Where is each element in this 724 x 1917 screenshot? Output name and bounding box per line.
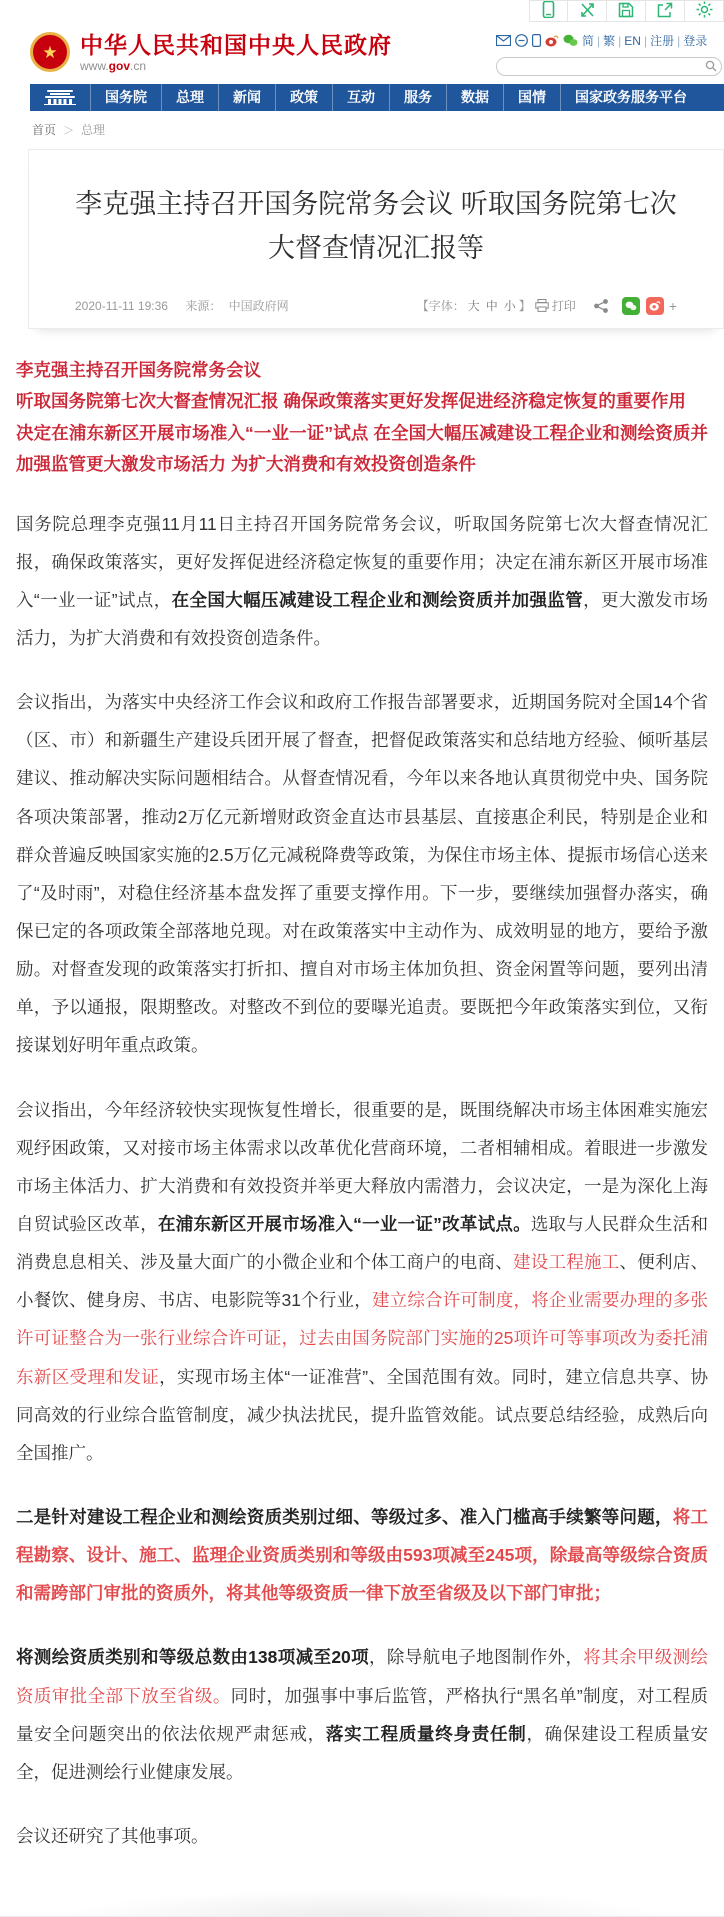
search-icon[interactable] bbox=[705, 59, 717, 77]
search-box bbox=[496, 56, 722, 76]
font-size-大[interactable]: 大 bbox=[467, 299, 480, 314]
article-header-card: 李克强主持召开国务院常务会议 听取国务院第七次大督查情况汇报等 2020-11-11 19:36 来源： 中国政府网 【字体： 大 中 小 】 打印 + bbox=[28, 149, 724, 329]
page-title: 李克强主持召开国务院常务会议 听取国务院第七次大督查情况汇报等 bbox=[75, 188, 677, 264]
external-link-icon[interactable] bbox=[646, 0, 685, 22]
breadcrumb-home[interactable]: 首页 bbox=[32, 122, 57, 137]
share-icon[interactable] bbox=[594, 299, 608, 313]
site-title: 中华人民共和国中央人民政府 bbox=[80, 31, 392, 58]
publish-date: 2020-11-11 19:36 bbox=[75, 299, 168, 314]
article-paragraph: 将测绘资质类别和等级总数由138项减至20项，除导航电子地图制作外，将其余甲级测绘资质审批全部下放至省级。同时，加强事中事后监管，严格执行“黑名单”制度，对工程质量安全问题突出的依法依规严肃惩戒，落实工程质量终身责任制，确保建设工程质量安全，促进测绘行业健康发展。 bbox=[16, 1647, 709, 1782]
breadcrumb-current: 总理 bbox=[81, 122, 106, 137]
article-paragraph: 二是针对建设工程企业和测绘资质类别过细、等级过多、准入门槛高手续繁等问题，将工程勘察、设计、施工、监理企业资质类别和等级由593项减至245项，除最高等级综合资质和需跨部门审批的资质外，将其他等级资质一律下放至省级及以下部门审批； bbox=[16, 1506, 708, 1604]
content-bottom-shadow bbox=[0, 1881, 724, 1917]
font-size-小[interactable]: 小 bbox=[503, 299, 516, 314]
comment-icon[interactable] bbox=[515, 34, 528, 47]
article-paragraph: 国务院总理李克强11月11日主持召开国务院常务会议，听取国务院第七次大督查情况汇报，确保政策落实，更好发挥促进经济稳定恢复的重要作用；决定在浦东新区开展市场准入“一业一证”试点，在全国大幅压减建设工程企业和测绘资质并加强监管，更大激发市场活力，为扩大消费和有效投资创造条件。 bbox=[16, 513, 709, 649]
article-meta: 2020-11-11 19:36 来源： 中国政府网 bbox=[75, 299, 289, 314]
nav-item-数据[interactable]: 数据 bbox=[446, 84, 503, 111]
nav-item-政策[interactable]: 政策 bbox=[275, 84, 332, 111]
nav-item-国务院[interactable]: 国务院 bbox=[90, 84, 161, 111]
article-source: 中国政府网 bbox=[228, 299, 289, 314]
nav-item-新闻[interactable]: 新闻 bbox=[218, 84, 275, 111]
header-link-简[interactable]: 简 bbox=[582, 34, 595, 48]
mail-icon[interactable] bbox=[496, 35, 511, 46]
main-nav bbox=[30, 84, 724, 111]
weibo-share-icon[interactable] bbox=[646, 297, 664, 315]
wechat-icon[interactable] bbox=[563, 34, 578, 47]
more-share-button[interactable]: + bbox=[668, 297, 677, 314]
font-size-中[interactable]: 中 bbox=[485, 299, 498, 314]
breadcrumb: 首页 ＞ 总理 bbox=[32, 122, 106, 137]
header-links-row: 简 | 繁 | EN | 注册 | 登录 bbox=[496, 32, 724, 49]
lead-line: 决定在浦东新区开展市场准入“一业一证”试点 在全国大幅压减建设工程企业和测绘资质并加强监管更大激发市场活力 为扩大消费和有效投资创造条件 bbox=[16, 422, 708, 475]
weibo-icon[interactable] bbox=[545, 34, 559, 47]
fullscreen-icon[interactable] bbox=[568, 0, 607, 22]
nav-item-国情[interactable]: 国情 bbox=[503, 84, 560, 111]
site-url: www.gov.cn bbox=[80, 58, 147, 73]
print-button[interactable]: 打印 bbox=[535, 297, 576, 314]
utility-toolbar bbox=[0, 0, 724, 22]
site-header bbox=[0, 22, 724, 84]
national-emblem-icon: ★ bbox=[30, 32, 70, 72]
save-icon[interactable] bbox=[607, 0, 646, 22]
search-input[interactable] bbox=[496, 57, 722, 76]
article-paragraph: 会议指出，今年经济较快实现恢复性增长，很重要的是，既围绕解决市场主体困难实施宏观纾困政策，又对接市场主体需求以改革优化营商环境，二者相辅相成。着眼进一步激发市场主体活力、扩大消费和有效投资并举更大释放内需潜力，会议决定，一是为深化上海自贸试验区改革，在浦东新区开展市场准入“一业一证”改革试点。选取与人民群众生活和消费息息相关、涉及量大面广的小微企业和个体工商户的电商、建设工程施工、便利店、小餐饮、健身房、书店、电影院等31个行业，建立综合许可制度，将企业需要办理的多张许可证整合为一张行业综合许可证，过去由国务院部门实施的25项许可等事项改为委托浦东新区受理和发证，实现市场主体“一证准营”、全国范围有效。同时，建立信息共享、协同高效的行业综合监管制度，减少执法扰民，提升监管效能。试点要总结经验，成熟后向全国推广。 bbox=[16, 1099, 709, 1463]
lead-line: 李克强主持召开国务院常务会议 bbox=[16, 359, 261, 380]
header-link-注册[interactable]: 注册 bbox=[650, 34, 675, 48]
settings-icon[interactable] bbox=[685, 0, 724, 22]
nav-item-服务[interactable]: 服务 bbox=[389, 84, 446, 111]
nav-item-互动[interactable]: 互动 bbox=[332, 84, 389, 111]
mobile-icon[interactable] bbox=[529, 0, 568, 22]
site-logo[interactable] bbox=[30, 29, 392, 76]
tiananmen-icon[interactable] bbox=[30, 84, 90, 111]
wechat-share-icon[interactable] bbox=[622, 297, 640, 315]
article-lead bbox=[16, 355, 708, 481]
nav-item-国家政务服务平台[interactable]: 国家政务服务平台 bbox=[560, 84, 724, 111]
header-link-登录[interactable]: 登录 bbox=[683, 34, 708, 48]
lead-line: 听取国务院第七次大督查情况汇报 确保政策落实更好发挥促进经济稳定恢复的重要作用 bbox=[16, 391, 686, 412]
header-link-EN[interactable]: EN bbox=[624, 34, 641, 48]
article-paragraph: 会议还研究了其他事项。 bbox=[16, 1825, 209, 1846]
nav-item-总理[interactable]: 总理 bbox=[161, 84, 218, 111]
article-body bbox=[16, 355, 708, 1856]
header-link-繁[interactable]: 繁 bbox=[603, 34, 616, 48]
article-paragraph: 会议指出，为落实中央经济工作会议和政府工作报告部署要求，近期国务院对全国14个省（区、市）和新疆生产建设兵团开展了督查，把督促政策落实和总结地方经验、倾听基层建议、推动解决实际问题相结合。从督查情况看，今年以来各地认真贯彻党中央、国务院各项决策部署，推动2万亿元新增财政资金直达市县基层、直接惠企利民，特别是企业和群众普遍反映国家实施的2.5万亿元减税降费等政策，为保住市场主体、提振市场信心送来了“及时雨”，对稳住经济基本盘发挥了重要支撑作用。下一步，要继续加强督办落实，确保已定的各项政策全部落地兑现。对在政策落实中主动作为、成效明显的地方，要给予激励。对督查发现的政策落实打折扣、擅自对市场主体加负担、资金闲置等问题，要列出清单，予以通报，限期整改。对整改不到位的要曝光追责。要既把今年政策落实到位，又衔接谋划好明年重点政策。 bbox=[16, 692, 708, 1056]
mobile-icon[interactable] bbox=[532, 34, 541, 47]
